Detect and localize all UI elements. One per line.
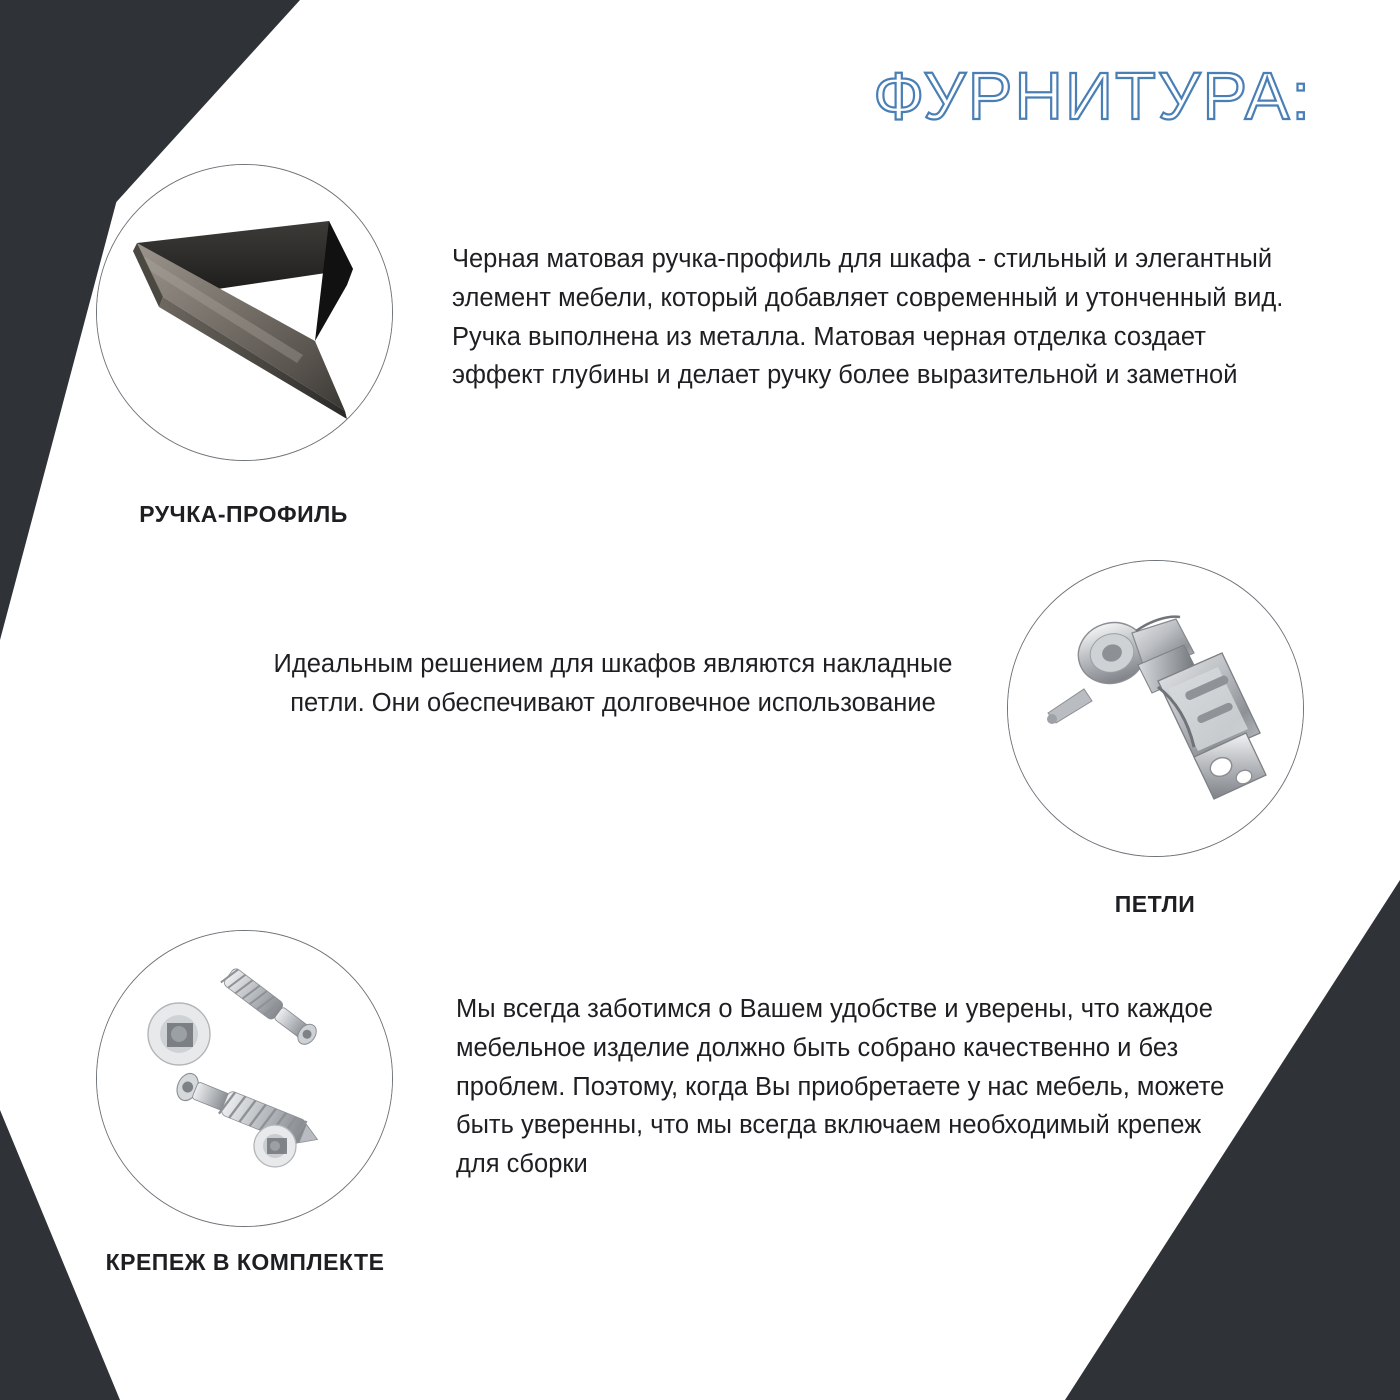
cabinet-hinge-illustration — [1008, 561, 1303, 856]
handle-profile-illustration — [97, 165, 392, 460]
handle-profile-description: Черная матовая ручка-профиль для шкафа - стильный и элегантный элемент мебели, который добавляет современный и утонченный вид. Ручка выполнена из металла. Матовая черная отделка создает эффект глубины и делает ручку более выразительной и заметной — [452, 245, 1284, 390]
fasteners-caption: КРЕПЕЖ В КОМПЛЕКТЕ — [105, 1249, 385, 1275]
furniture-fasteners-photo — [96, 930, 393, 1227]
cabinet-hinge-photo — [1007, 560, 1304, 857]
fasteners-illustration — [97, 931, 392, 1226]
handle-profile-caption: РУЧКА-ПРОФИЛЬ — [139, 501, 348, 527]
fasteners-description: Мы всегда заботимся о Вашем удобстве и уверены, что каждое мебельное изделие должно быть собрано качественно и без проблем. Поэтому, когда Вы приобретаете у нас мебель, можете быть уверенны, что мы всегда включаем необходимый крепеж для сборки — [456, 995, 1225, 1178]
page-title: ФУРНИТУРА: — [873, 59, 1312, 134]
cabinet-hinge-description: Идеальным решением для шкафов являются накладные петли. Они обеспечивают долговечное использование — [273, 650, 953, 717]
cabinet-hinge-caption: ПЕТЛИ — [1114, 891, 1196, 917]
handle-profile-photo — [96, 164, 393, 461]
